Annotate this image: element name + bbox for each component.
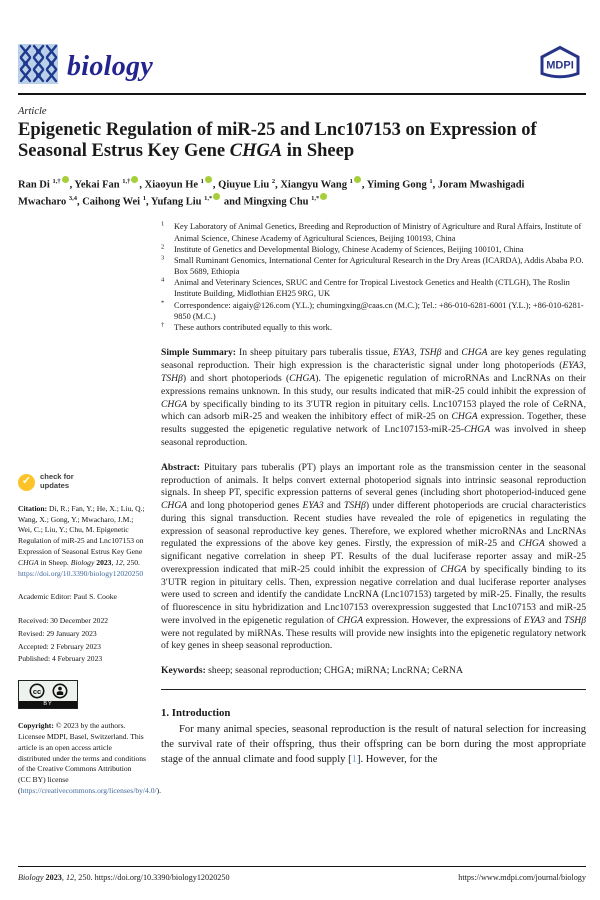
keywords: Keywords: sheep; seasonal reproduction; CHGA; miRNA; LncRNA; CeRNA [161, 665, 463, 677]
by-person-icon [52, 683, 68, 699]
affiliation-marker: 3 [161, 254, 165, 262]
footer-divider [18, 866, 586, 867]
correspondence-text: Correspondence: aigaiy@126.com (Y.L.); chumingxing@caas.cn (M.C.); Tel.: +86-010-6281-6001 (Y.L.); +86-010-6281-9850 (M.C.) [174, 300, 584, 321]
received-date: Received: 30 December 2022 [18, 616, 109, 626]
introduction-paragraph: For many animal species, seasonal reproduction is the result of natural selection for increasing the survival rate of their offspring, thus their offspring can be born during the most appropriate stage of the annual climate and food supply [1]. However, for the [161, 724, 586, 765]
check-for-updates-badge[interactable] [18, 473, 146, 490]
orcid-icon[interactable] [131, 176, 138, 183]
orcid-icon[interactable] [205, 176, 212, 183]
footer-journal-url[interactable]: https://www.mdpi.com/journal/biology [458, 873, 586, 882]
academic-editor: Academic Editor: Paul S. Cooke [18, 592, 117, 602]
correspondence-marker: * [161, 299, 165, 307]
abstract: Abstract: Pituitary pars tuberalis (PT) plays an important role as the transmission center in the seasonal reproduction of animals. It helps convert external photoperiod signals into intrinsic seasonal reproduction signals. In sheep PT, specific expression patterns of several genes (including short photoperiod-induced gene CHGA and long photoperiod genes EYA3 and TSHβ) under different photoperiods are crucial characteristics during this signal transduction. Recent studies have revealed the role of epigenetics in regulating the expression of seasonal reproductive key genes. Therefore, we explored whether microRNAs and LncRNAs regulated the expressions of the above key genes. Firstly, the expression of miR-25 and CHGA showed a significant negative correlation in sheep PT. Results of the dual luciferase reporter assay and miR-25 overexpression indicated that miR-25 could inhibit the expression of CHGA by specifically binding to its 3′UTR region in pituitary cells. Then, expression negative correlation and dual luciferase reporter analyses were used to screen and identify the candidate LncRNA (Lnc107153) targeted by miR-25. Finally, the results of fluorescence in situ hybridization and Lnc107153 overexpression suggested that Lnc107153 and miR-25 were involved in the epigenetic regulation of CHGA expression. However, the expressions of EYA3 and TSHβ were not regulated by miRNAs. These results will provide new insights into the epigenetic regulatory network of key genes in sheep seasonal reproduction. [161, 461, 586, 652]
mdpi-logo-icon[interactable] [534, 44, 586, 86]
content-columns [18, 221, 586, 796]
accepted-date: Accepted: 2 February 2023 [18, 641, 101, 651]
revised-date: Revised: 29 January 2023 [18, 628, 97, 638]
main-column [146, 221, 586, 796]
equal-contribution-row [161, 322, 586, 333]
author-list: Ran Di $^{1,\dagger}$ , Yekai Fan $^{1,\dagger}$ , Xiaoyun He $^1$ , Qiuyue Liu $^2$, Xiangyu Wang $^1$ , Yiming Gong $^1$, Joram Mwashigadi Mwacharo $^{3,4}$, Caihong Wei $^1$, Yufang Liu $^{1,*}$ and Mingxing Chu $^{1,*}$ [18, 177, 525, 208]
cc-by-icons [19, 681, 77, 701]
journal-name: biology [67, 50, 154, 82]
equal-contribution-text: These authors contributed equally to this work. [174, 322, 332, 332]
cc-by-label: BY [19, 701, 77, 708]
orcid-icon[interactable] [354, 176, 361, 183]
affiliation-text: Key Laboratory of Animal Genetics, Breeding and Reproduction of Ministry of Agriculture and Rural Affairs, Institute of Animal Science, Chinese Academy of Agricultural Sciences, Beijing 100193, China [174, 222, 582, 243]
equal-contribution-marker: † [161, 321, 165, 329]
section-heading-introduction: 1. Introduction [161, 707, 231, 720]
affiliation-marker: 2 [161, 243, 165, 251]
header-divider [18, 93, 586, 95]
cc-by-license-badge[interactable] [18, 680, 78, 709]
page-header [18, 44, 586, 89]
footer-citation[interactable]: Biology 2023, 12, 250. https://doi.org/10.3390/biology12020250 [18, 873, 230, 882]
correspondence-row [161, 300, 586, 322]
orcid-icon[interactable] [320, 193, 327, 200]
affiliation-text: Small Ruminant Genomics, International Center for Agricultural Research in the Dry Areas (ICARDA), Addis Ababa P.O. Box 5689, Ethiopia [174, 255, 584, 277]
affiliation-marker: 1 [161, 220, 165, 228]
copyright-notice: Copyright: © 2023 by the authors. Licensee MDPI, Basel, Switzerland. This article is an open access article distributed under the terms and conditions of the Creative Commons Attribution (CC BY) license (https://creativecommons.org/licenses/by/4.0/). [18, 721, 162, 795]
affiliation-row [161, 221, 586, 243]
affiliations-list [161, 221, 586, 333]
affiliation-row [161, 255, 586, 277]
biology-journal-logo-icon [18, 44, 58, 89]
link[interactable]: https://creativecommons.org/licenses/by/4.0/ [20, 785, 157, 795]
published-date: Published: 4 February 2023 [18, 654, 103, 664]
left-sidebar [18, 221, 162, 796]
link[interactable]: https://doi.org/10.3390/biology12020250 [18, 568, 144, 578]
orcid-icon[interactable] [62, 176, 69, 183]
page-footer [18, 866, 586, 882]
affiliation-text: Animal and Veterinary Sciences, SRUC and Centre for Tropical Livestock Genetics and Health (CTLGH), The Roslin Institute Building, Midlothian EH25 9RG, UK [174, 278, 570, 299]
svg-text:MDPI: MDPI [546, 59, 574, 72]
page-title: Epigenetic Regulation of miR-25 and Lnc107153 on Expression of Seasonal Estrus Key Gene CHGA in Sheep [18, 120, 537, 162]
affiliation-text: Institute of Genetics and Developmental Biology, Chinese Academy of Sciences, Beijing 100101, China [174, 244, 524, 254]
svg-text:cc: cc [32, 687, 41, 697]
affiliation-row [161, 277, 586, 299]
citation-block: Citation: Di, R.; Fan, Y.; He, X.; Liu, Q.; Wang, X.; Gong, Y.; Mwacharo, J.M.; Wei, C.; Liu, Y.; Chu, M. Epigenetic Regulation of miR-25 and Lnc107153 on Expression of Seasonal Estrus Key Gene CHGA in Sheep. Biology 2023, 12, 250. https://doi.org/10.3390/biology12020250 [18, 503, 145, 578]
cc-icon [29, 683, 45, 699]
orcid-icon[interactable] [213, 193, 220, 200]
article-type-label: Article [18, 106, 47, 117]
affiliation-marker: 4 [161, 276, 165, 284]
affiliation-row [161, 244, 586, 255]
journal-brand [18, 44, 153, 89]
check-for-updates-label: check for updates [40, 472, 74, 491]
article-history [18, 616, 146, 665]
keywords-divider [161, 689, 586, 690]
link[interactable]: 1 [351, 753, 357, 765]
checkmark-icon: ✓ [18, 474, 35, 491]
simple-summary: Simple Summary: In sheep pituitary pars tuberalis tissue, EYA3, TSHβ and CHGA are key genes regulating seasonal reproduction. Their high expression is the characteristic signal under long photoperiods (EYA3, TSHβ) and short photoperiods (CHGA). The epigenetic regulation of microRNAs and LncRNAs on their expressions remains unknown. In this study, our results indicated that miR-25 could inhibit the expression of CHGA by specifically binding to its 3′UTR region in pituitary cells. Lnc107153 played the role of CeRNA, which can adsorb miR-25 and weaken the inhibitory effect of miR-25 on CHGA expression. Together, these results suggested the epigenetic regulative network of Lnc107153-miR-25-CHGA was involved in sheep seasonal reproduction. [161, 347, 586, 449]
